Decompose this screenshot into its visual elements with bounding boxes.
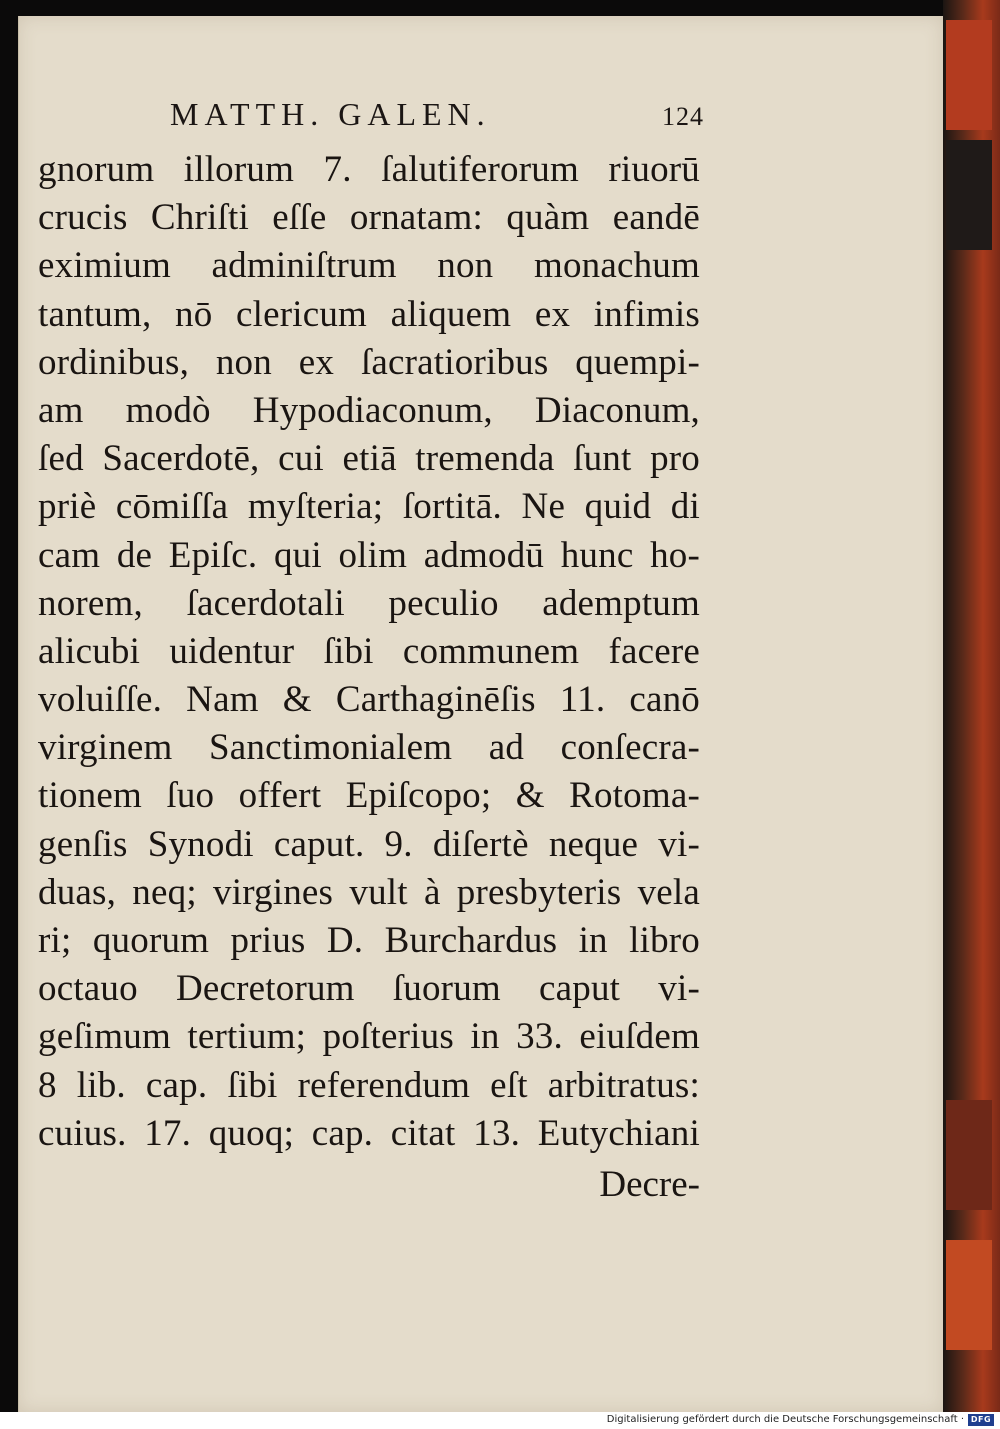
- page-number: 124: [662, 102, 704, 131]
- calibration-chip: [946, 20, 992, 130]
- text-line: ordinibus, non ex ſacratioribus quempi-: [38, 341, 700, 383]
- text-line: alicubi uidentur ſibi communem facere: [38, 630, 700, 672]
- text-line: duas, neq; virgines vult à presbyteris vela: [38, 871, 700, 913]
- text-line: gnorum illorum 7. ſalutiferorum riuorū: [38, 149, 700, 190]
- text-line: octauo Decretorum ſuorum caput vi-: [38, 968, 700, 1010]
- calibration-chip: [946, 140, 992, 250]
- running-title: MATTH. GALEN.: [170, 96, 491, 132]
- text-line: norem, ſacerdotali peculio ademptum: [38, 582, 700, 624]
- calibration-chip: [946, 1240, 992, 1350]
- text-line: genſis Synodi caput. 9. diſertè neque vi-: [38, 823, 700, 865]
- running-head: [170, 96, 710, 140]
- text-line: priè cōmiſſa myſteria; ſortitā. Ne quid di: [38, 486, 700, 528]
- text-line: am modò Hypodiaconum, Diaconum,: [38, 389, 700, 431]
- dfg-logo: DFG: [968, 1414, 994, 1426]
- digitization-credit: Digitalisierung gefördert durch die Deutsche Forschungsgemeinschaft ·: [606, 1414, 964, 1425]
- text-line: voluiſſe. Nam & Carthaginēſis 11. canō: [38, 679, 700, 721]
- text-line: ri; quorum prius D. Burchardus in libro: [38, 920, 700, 961]
- text-line: 8 lib. cap. ſibi referendum eſt arbitratus:: [38, 1064, 700, 1106]
- catchword: Decre-: [599, 1164, 700, 1205]
- text-line: cam de Epiſc. qui olim admodū hunc ho-: [38, 534, 700, 576]
- text-line: ſed Sacerdotē, cui etiā tremenda ſunt pro: [38, 438, 700, 480]
- text-line: virginem Sanctimonialem ad conſecra-: [38, 727, 700, 769]
- text-line: tantum, nō clericum aliquem ex infimis: [38, 293, 700, 335]
- text-line: eximium adminiſtrum non monachum: [38, 245, 700, 287]
- calibration-chip: [946, 1100, 992, 1210]
- text-line: crucis Chriſti eſſe ornatam: quàm eandē: [38, 197, 700, 239]
- text-line: tionem ſuo offert Epiſcopo; & Rotoma-: [38, 775, 700, 817]
- text-line: geſimum tertium; poſterius in 33. eiuſdem: [38, 1016, 700, 1058]
- body-text: [38, 146, 700, 1158]
- text-line: cuius. 17. quoq; cap. citat 13. Eutychiani: [38, 1112, 700, 1154]
